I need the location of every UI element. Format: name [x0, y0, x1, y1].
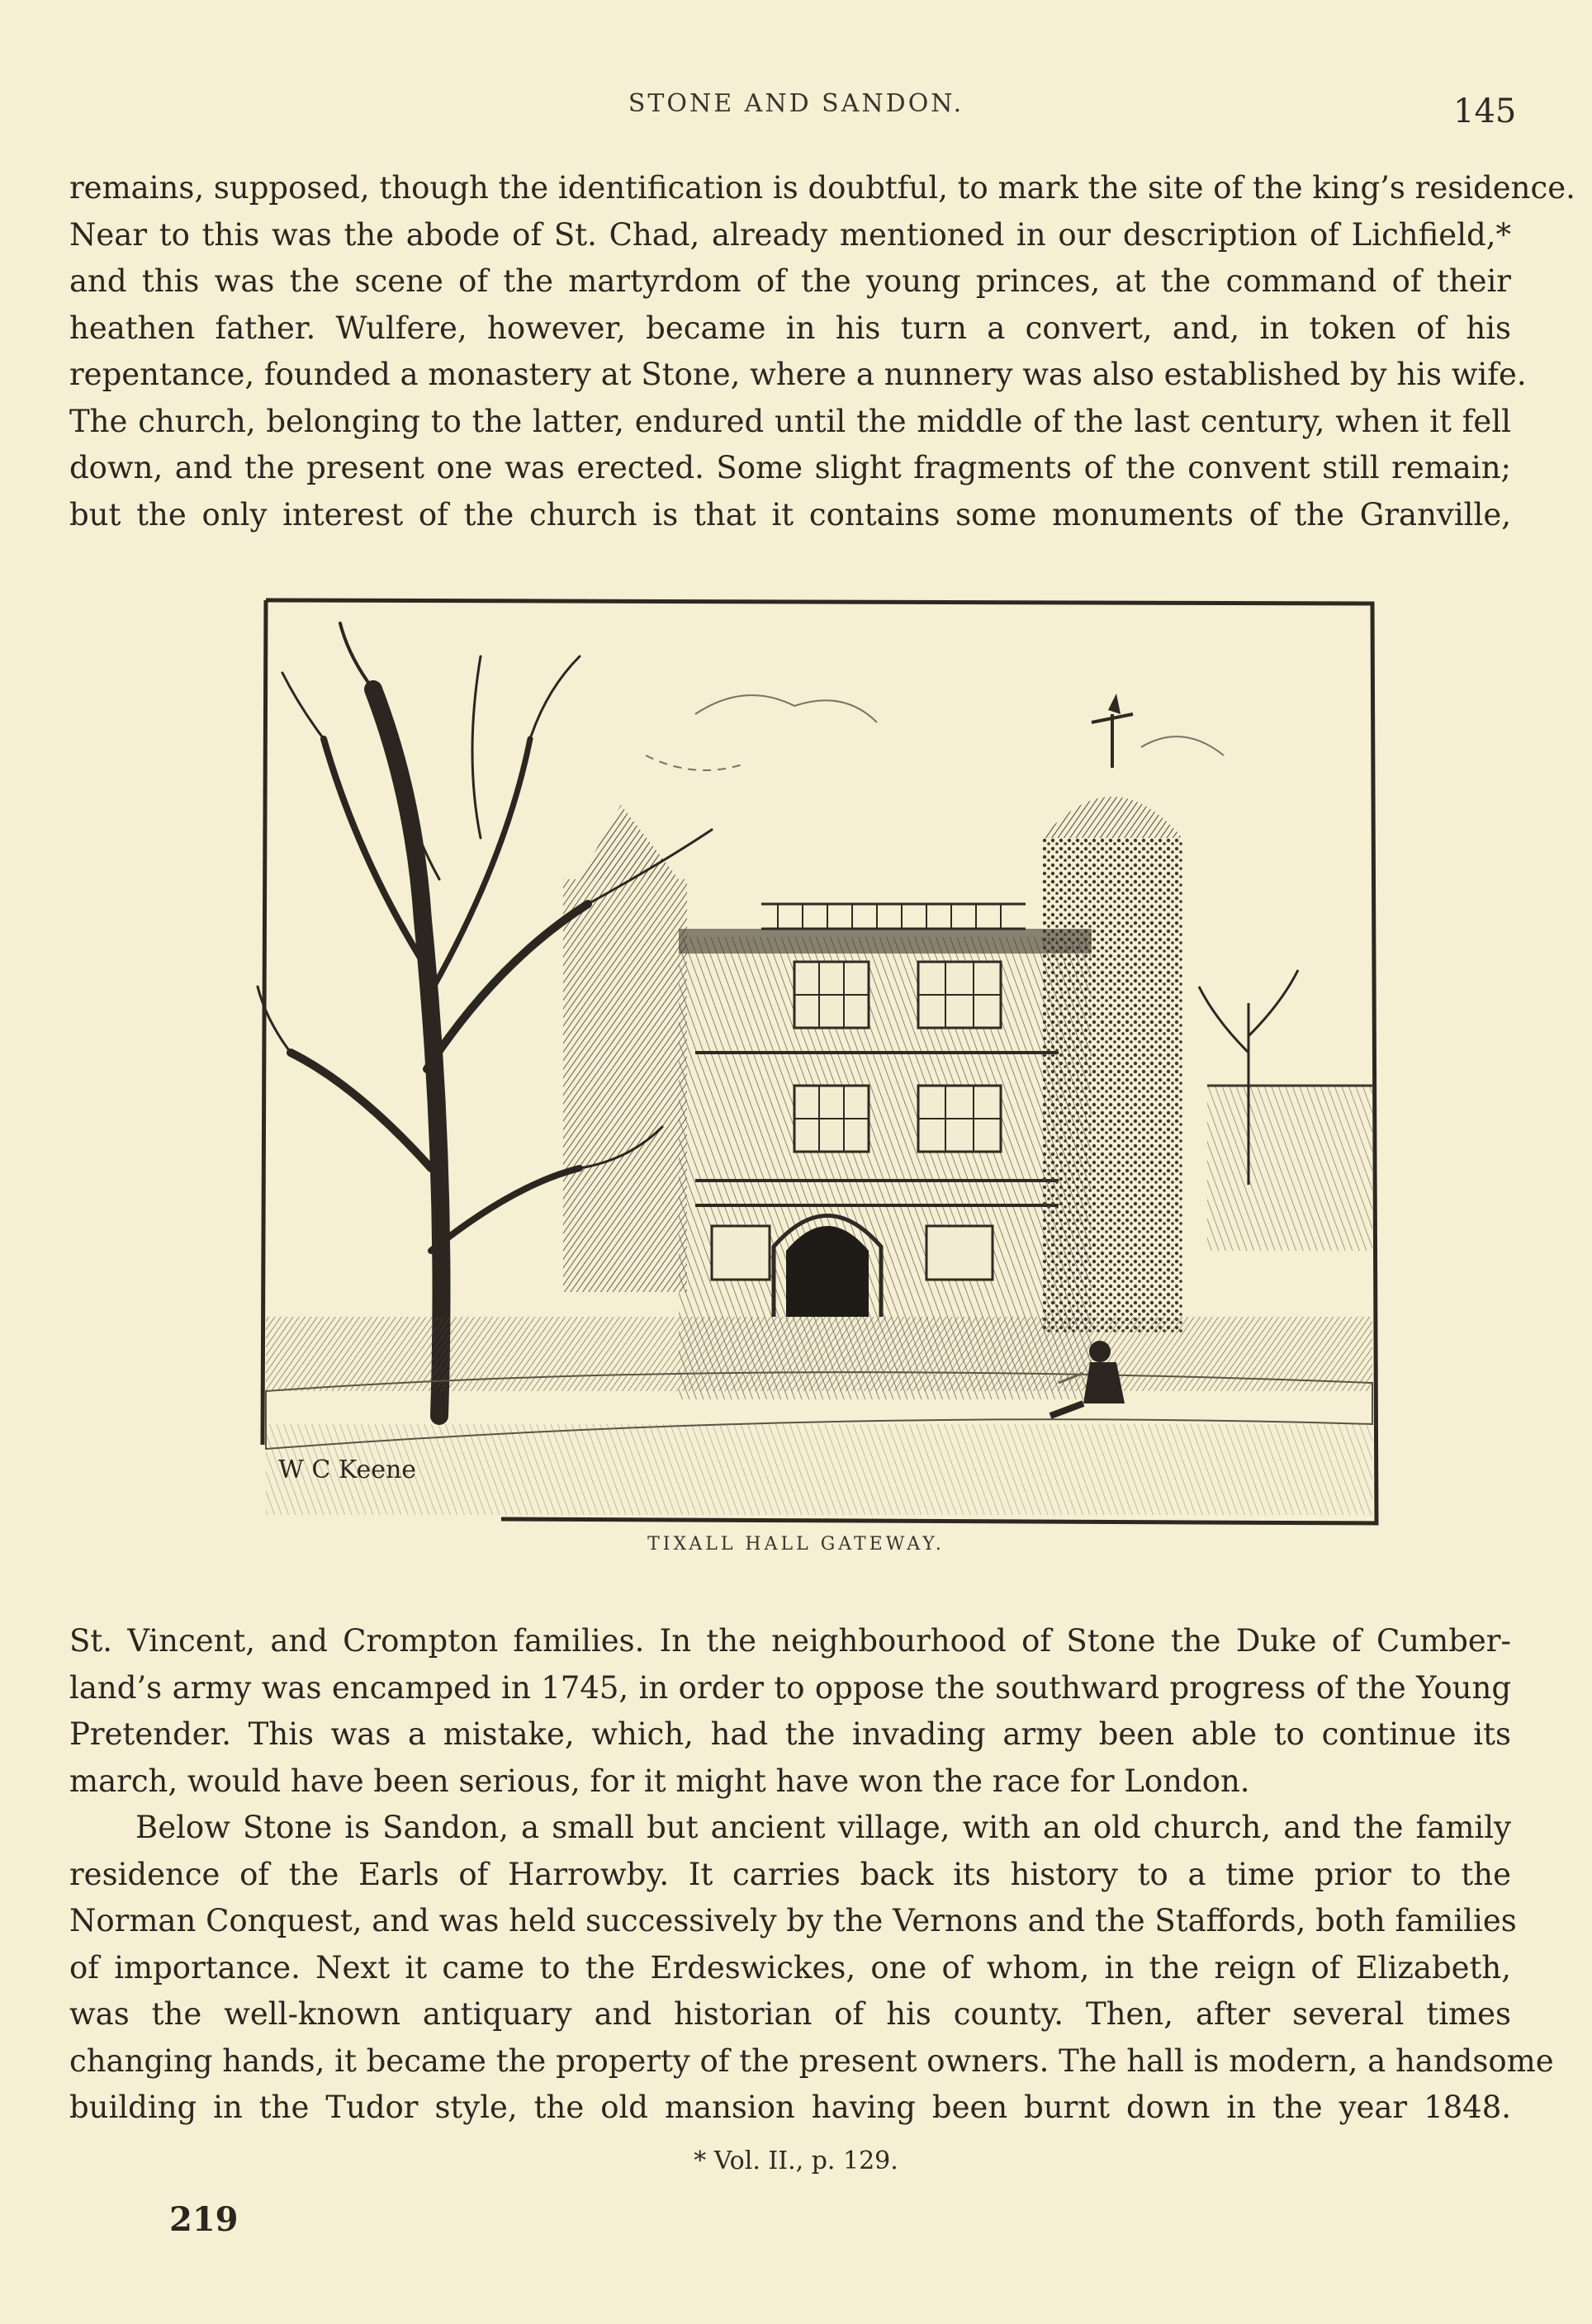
text-line: and this was the scene of the martyrdom of the young princes, at the command of their: [69, 263, 1511, 299]
text-line: remains, supposed, though the identification is doubtful, to mark the site of the king’s residence.: [69, 170, 1575, 206]
text-line: but the only interest of the church is that it contains some monuments of the Granville,: [69, 496, 1511, 532]
top-paragraph: [69, 165, 1575, 538]
text-line: residence of the Earls of Harrowby. It carries back its history to a time prior to the: [69, 1856, 1511, 1892]
text-line: Pretender. This was a mistake, which, had the invading army been able to continue its: [69, 1716, 1511, 1752]
engraving-illustration: [233, 590, 1389, 1527]
artist-signature: W C Keene: [278, 1455, 417, 1484]
bottom-paragraph-2: [69, 1805, 1554, 2132]
text-line: changing hands, it became the property of the present owners. The hall is modern, a handsome: [69, 2042, 1554, 2079]
text-line: Near to this was the abode of St. Chad, already mentioned in our description of Lichfield,*: [69, 216, 1511, 253]
text-line: Below Stone is Sandon, a small but ancient village, with an old church, and the family: [135, 1810, 1511, 1845]
text-line: of importance. Next it came to the Erdeswickes, one of whom, in the reign of Elizabeth,: [69, 1949, 1511, 1986]
printer-signature: 219: [169, 2200, 239, 2239]
text-line: was the well-known antiquary and historian of his county. Then, after several times: [69, 1996, 1511, 2032]
footnote: * Vol. II., p. 129.: [694, 2147, 898, 2175]
text-line: repentance, founded a monastery at Stone, where a nunnery was also established by his wife.: [69, 357, 1527, 392]
text-line: The church, belonging to the latter, endured until the middle of the last century, when it fell: [69, 403, 1511, 439]
text-line: heathen father. Wulfere, however, became in his turn a convert, and, in token of his: [69, 310, 1511, 346]
text-line: Norman Conquest, and was held successively by the Vernons and the Staffords, both families: [69, 1903, 1517, 1938]
text-line: land’s army was encamped in 1745, in order to oppose the southward progress of the Young: [69, 1669, 1511, 1706]
bottom-paragraph-1: [69, 1618, 1511, 1805]
text-line: St. Vincent, and Crompton families. In the neighbourhood of Stone the Duke of Cumber-: [69, 1623, 1511, 1659]
engraving-tixall-hall: [233, 590, 1389, 1527]
text-line: march, would have been serious, for it might have won the race for London.: [69, 1763, 1250, 1799]
running-head: STONE AND SANDON.: [628, 89, 964, 118]
text-line: down, and the present one was erected. Some slight fragments of the convent still remain;: [69, 450, 1511, 485]
text-line: building in the Tudor style, the old mansion having been burnt down in the year 1848.: [69, 2090, 1511, 2125]
figure-caption: TIXALL HALL GATEWAY.: [647, 1534, 945, 1555]
page-number: 145: [1453, 92, 1517, 130]
